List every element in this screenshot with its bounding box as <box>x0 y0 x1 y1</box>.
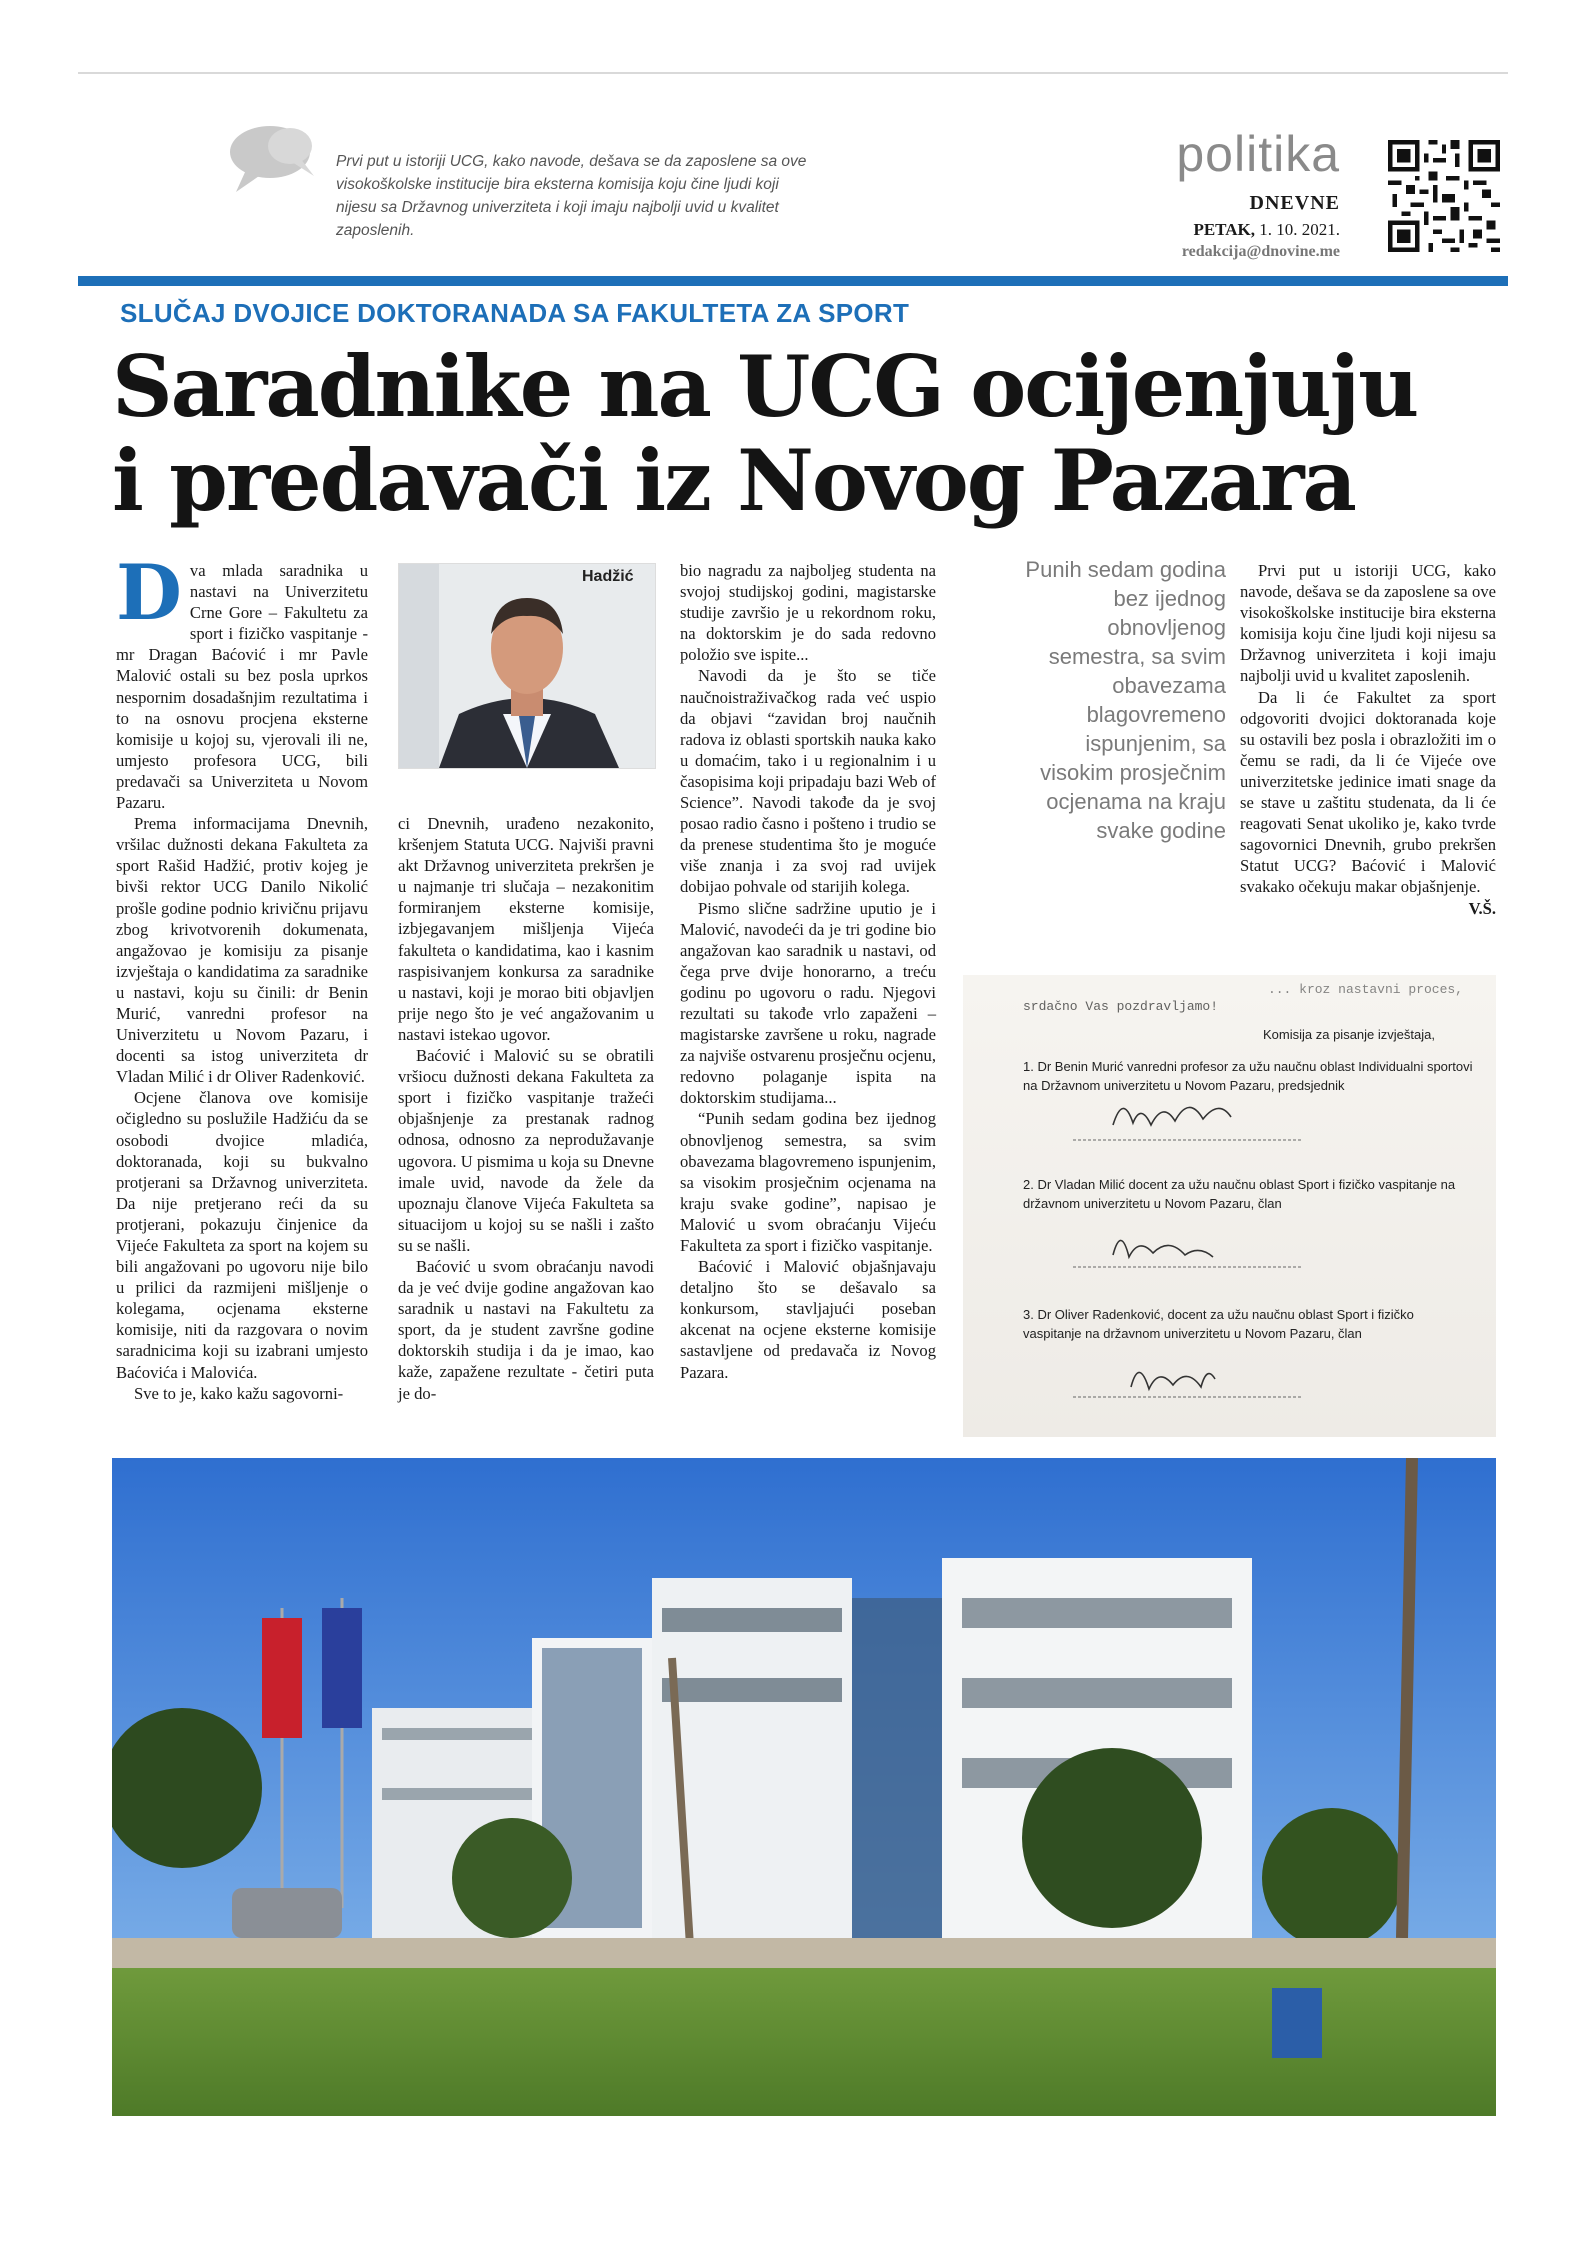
paragraph: Pismo slične sadržine uputio je i Malović, navodeći da je tri godine bio angažovan kao saradnik u nastavi, od čega prve dvije honorarno, a treću godinu po ugovoru o radu. Njegovi rezultati su takođe vrlo zapaženi – magistarske završene u roku, nagrade za najviše ostvarenu prosječnu ocjenu, redovno polaganje ispita na doktorskim studijama... <box>680 898 936 1108</box>
qr-code[interactable] <box>1388 140 1500 252</box>
paragraph: Baćović i Malović objašnjavaju detaljno što se dešavalo sa konkursom, stavljajući poseban akcenat na ocjene eksterne komisije sastavljene od predavača iz Novog Pazara. <box>680 1257 936 1382</box>
top-rule <box>78 72 1508 74</box>
issue-date-value: 1. 10. 2021. <box>1259 220 1340 239</box>
article-column-3 <box>680 560 936 1383</box>
contact-email[interactable]: redakcija@dnovine.me <box>1181 243 1340 260</box>
section-divider <box>78 276 1508 286</box>
pull-quote: Punih sedam godina bez ijednog obnovljenog semestra, sa svim obavezama blagovremeno ispunjenim, sa visokim prosječnim ocjenama na kraju svake godine <box>1025 557 1226 843</box>
speech-bubble-icon <box>222 118 322 198</box>
article-kicker: SLUČAJ DVOJICE DOKTORANADA SA FAKULTETA ZA SPORT <box>120 298 910 328</box>
paragraph: Sve to je, kako kažu sagovorni- <box>134 1383 344 1403</box>
paragraph: Ocjene članova ove komisije očigledno su poslužile Hadžiću da se osobodi dvojice mladića, doktoranada, koji su bukvalno protjerani sa Državnog univerziteta. Da nije pretjerano reći da su protjerani, pokazuju činjenice da Vijeće Fakulteta za sport na kojem su bili angažovani po ugovoru nije bilo u prilici da razmijeni mišljenje o kolegama, ocjenama eksterne komisije, niti da razgovara o novim saradnicima koji su izabrani umjesto Baćovića i Malovića. <box>116 1088 368 1382</box>
headline-line-2: i predavači iz Novog Pazara <box>112 431 1355 530</box>
paragraph: Baćović i Malović su se obratili vršiocu dužnosti dekana Fakulteta za sport i fizičko vaspitanje tražeći objašnjenje za prestanak radnog odnosa, odnosno za neprodužavanje ugovora. U pismima u koja su Dnevne imale uvid, navode da žele da upoznaju članove Vijeća Fakulteta sa situacijom u kojoj su se našli i zašto su se našli. <box>398 1046 654 1255</box>
doc-member-3: 3. Dr Oliver Radenković, docent za užu naučnu oblast Sport i fizičko vaspitanje na državnom univerzitetu u Novom Pazaru, član <box>1023 1307 1414 1341</box>
paper-name: DNEVNE <box>1249 192 1340 214</box>
article-column-1 <box>116 548 368 1404</box>
portrait-caption: Hadžić <box>582 568 634 585</box>
byline: V.Š. <box>1468 898 1496 918</box>
article-column-2 <box>398 813 654 1404</box>
paragraph: Navodi da je što se tiče naučnoistraživačkog rada već uspio da objavi “zavidan broj naučnih radova iz oblasti sportskih nauka kako u domaćim, tako i u regionalnim i u časopisima koji pripadaju bazi Web of Science”. Navodi takođe da je svoj posao radio časno i pošteno i trudio se da prenese studentima što je moguće više znanja i za svoj rad uvijek dobijao pohvale od starijih kolega. <box>680 666 936 897</box>
paragraph: bio nagradu za najboljeg studenta na svojoj studijskoj godini, magistarske studije završio je u rekordnom roku, na doktorskim je do sada redovno položio sve ispite... <box>680 561 936 665</box>
doc-line: srdačno Vas pozdravljamo! <box>1023 999 1219 1014</box>
doc-member-2: 2. Dr Vladan Milić docent za užu naučnu oblast Sport i fizičko vaspitanje na državnom univerzitetu u Novom Pazaru, član <box>1023 1177 1456 1211</box>
paragraph: Da li će Fakultet za sport odgovoriti dvojici doktoranada koje su ostavili bez posla i obrazložiti im o čemu se radi, da li će Vijeće ove univerzitetske jedinice imati snage da se stave u zaštitu studenata, da li će reagovati Senat ukoliko je, kako tvrde sagovornici Dnevnih, grubo prekršen Statut UCG? Baćović i Malović svakako očekuju makar objašnjenje. <box>1240 687 1496 897</box>
paragraph: Prvi put u istoriji UCG, kako navode, dešava se da zaposlene sa ove visokoškolske institucije bira eksterna komisija koju čine ljudi koji nijesu sa Državnog univerziteta i koji imaju najbolji uvid u kvalitet zaposlenih. <box>1240 561 1496 686</box>
headline-line-1: Saradnike na UCG ocijenjuju <box>112 337 1418 436</box>
paragraph: Dva mlada saradnika u nastavi na Univerzitetu Crne Gore – Fakultetu za sport i fizičko vaspitanje - mr Dragan Baćović i mr Pavle Malović ostali su bez posla uprkos nespornim dosadašnjim rezultatima i to na osnovu procjena eksterne komisije u kojoj su, vjerovali ili ne, umjesto profesora UCG, bili predavači sa Univerziteta u Novom Pazaru. <box>116 548 368 813</box>
portrait-photo <box>398 563 656 769</box>
paragraph: Baćović u svom obraćanju navodi da je već dvije godine angažovan kao saradnik u nastavi na Fakultetu za sport, da je student završne godine doktorskih studija i da je imao, kao kaže, zapažene rezultate - četiri puta je do- <box>398 1256 654 1403</box>
article-headline <box>112 337 1532 530</box>
section-name: politika <box>1176 126 1340 182</box>
doc-member-1: 1. Dr Benin Murić vanredni profesor za užu naučnu oblast Individualni sportovi na Državnom univerzitetu u Novom Pazaru, predsjednik <box>1023 1059 1473 1093</box>
issue-day: PETAK, <box>1193 220 1255 239</box>
doc-committee: Komisija za pisanje izvještaja, <box>1263 1027 1435 1042</box>
paragraph: ci Dnevnih, urađeno nezakonito, kršenjem Statuta UCG. Najviši pravni akt Državnog univerziteta prekršen je u najmanje tri slučaja – nezakonitim formiranjem eksterne komisije, izbjegavanjem mišljenja Vijeća fakulteta o kandidatima, kao i kasnim raspisivanjem konkursa za saradnike u nastavi, koji je morao biti objavljen prije nego što je već angažovanim u nastavi istekao ugovor. <box>398 814 654 1044</box>
paragraph: Prema informacijama Dnevnih, vršilac dužnosti dekana Fakulteta za sport Rašid Hadžić, protiv kojeg je bivši rektor UCG Danilo Nikolić prošle godine podnio krivičnu prijavu zbog krivotvorenih dokumenata, angažovao je komisiju za pisanje izvještaja o kandidatima za saradnike u nastavi, koju su činili: dr Benin Murić, vanredni profesor na Univerzitetu u Novom Pazaru, i docenti sa istog univerziteta dr Vladan Milić i dr Oliver Radenković. <box>116 814 368 1087</box>
drop-cap: D <box>116 548 182 637</box>
paragraph: “Punih sedam godina bez ijednog obnovljenog semestra, sa svim obavezama blagovremeno ispunjenim, sa visokim prosječnim ocjenama na kraju svake godine”, napisao je Malović u svom obraćanju Vijeću Fakulteta za sport i fizičko vaspitanje. <box>680 1109 936 1255</box>
document-photo <box>963 975 1496 1437</box>
article-column-4 <box>1240 560 1496 919</box>
issue-date <box>1100 220 1340 240</box>
doc-line: ... kroz nastavni proces, <box>1267 982 1463 997</box>
building-photo <box>112 1458 1496 2116</box>
header-teaser: Prvi put u istoriji UCG, kako navode, dešava se da zaposlene sa ove visokoškolske institucije bira eksterna komisija koju čine ljudi koji nijesu sa Državnog univerziteta i koji imaju najbolji uvid u kvalitet zaposlenih. <box>336 153 807 239</box>
